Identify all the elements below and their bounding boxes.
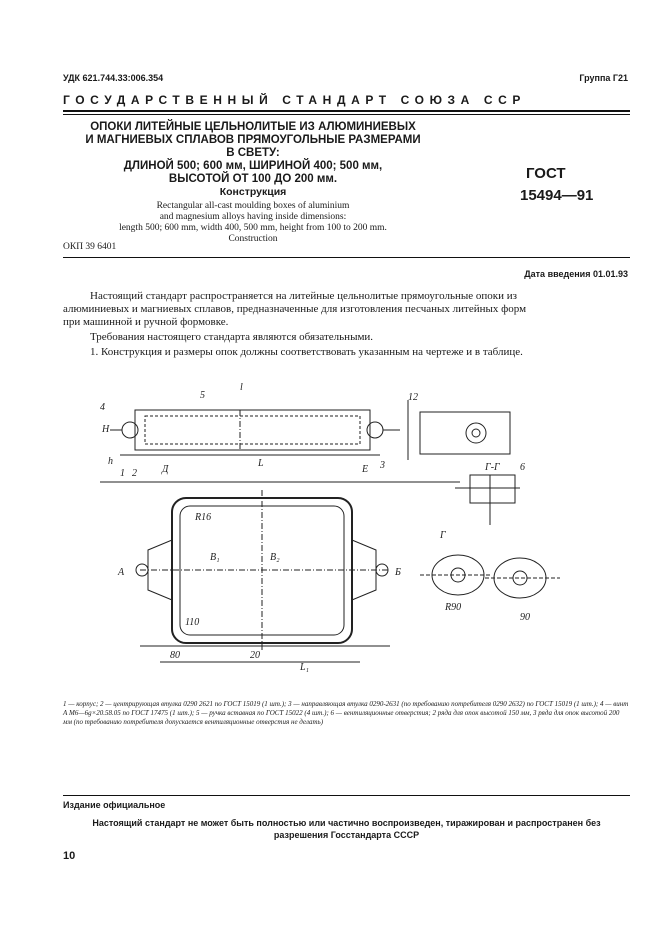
label-5: 5 [200,390,205,401]
paragraph: 1. Конструкция и размеры опок должны соответствовать указанным на чертеже и в таблице. [90,346,523,358]
english-title-line: Construction [228,234,278,244]
label-6: 6 [520,462,525,473]
label-90: 90 [520,612,530,623]
title-line: ОПОКИ ЛИТЕЙНЫЕ ЦЕЛЬНОЛИТЫЕ ИЗ АЛЮМИНИЕВЫХ [90,121,416,133]
label-small-h: h [108,456,113,467]
notice-line: Настоящий стандарт не может быть полностью или частично воспроизведен, тиражирован и распространен без [92,818,601,828]
label-r16: R16 [195,512,212,523]
page-number: 10 [63,850,76,862]
label-4: 4 [100,402,105,413]
gost-code: 15494—91 [520,187,594,204]
udk-code: УДК 621.744.33:006.354 [63,73,164,83]
title-line: И МАГНИЕВЫХ СПЛАВОВ ПРЯМОУГОЛЬНЫЕ РАЗМЕРАМИ [85,134,421,146]
label-b1: B₁ [210,552,220,563]
label-1: 1 [120,468,125,479]
divider [63,795,630,796]
label-g: Г [440,530,446,541]
label-h: H [102,424,110,435]
label-gg: Г-Г [485,462,500,473]
title-line: В СВЕТУ: [226,147,280,159]
technical-drawing [100,380,620,695]
group-code: Группа Г21 [579,73,628,83]
label-e: Е [362,464,369,475]
official-edition: Издание официальное [63,800,166,810]
copyright-notice [63,817,630,841]
label-12: 12 [408,392,418,403]
label-80: 80 [170,650,180,661]
english-title-line: and magnesium alloys having inside dimensions: [159,212,347,222]
label-110: 110 [185,617,200,628]
english-title [63,201,443,245]
paragraph: Требования настоящего стандарта являются обязательными. [90,331,374,343]
label-r90: R90 [445,602,462,613]
section-gg [470,475,515,503]
standard-line: ГОСУДАРСТВЕННЫЙ СТАНДАРТ СОЮЗА ССР [63,93,526,107]
document-title [63,121,443,186]
drawing-legend: 1 — корпус; 2 — центрирующая втулка 0290 2621 по ГОСТ 15019 (1 шт.); 3 — направляющая втулка 0290-2631 (по требованию потребителя 0290 2632) по ГОСТ 15019 (1 шт.); 4 — винт А М6—6g×20.58.05 по ГОСТ 17475 (1 шт.); 5 — ручка вставная по ГОСТ 15022 (4 шт.); 6 — вентиляционные отверстия; 2 ряда для опок высотой 150 мм, 3 ряда для опок высотой 200 мм (по требованию потребителя допускается вентиляционные отверстия не делать) [63,700,629,726]
label-d: Д [162,464,169,475]
divider [63,257,630,258]
body-text [63,290,630,359]
notice-line: разрешения Госстандарта СССР [273,830,420,840]
okp-code: ОКП 39 6401 [63,242,117,252]
label-3: 3 [380,460,385,471]
label-20: 20 [250,650,260,661]
label-a: А [118,567,125,578]
label-2: 2 [132,468,137,479]
english-title-line: length 500; 600 mm, width 400, 500 mm, height from 100 to 200 mm. [119,223,387,233]
title-line: ДЛИНОЙ 500; 600 мм, ШИРИНОЙ 400; 500 мм, [123,160,383,172]
label-l-small: l [240,382,243,393]
paragraph-line: алюминиевых и магниевых сплавов, предназначенные для изготовления песчаных литейных форм [63,303,527,315]
paragraph-line: при машинной и ручной формовке. [63,316,229,328]
gost-number [520,163,593,207]
label-b: Б [395,567,401,578]
label-b2: B₂ [270,552,280,563]
paragraph-line: Настоящий стандарт распространяется на литейные цельнолитые прямоугольные опоки из [90,290,517,302]
divider [63,114,630,115]
label-l: L [258,458,264,469]
label-l1: L₁ [300,662,310,673]
date-of-introduction: Дата введения 01.01.93 [524,269,628,279]
gost-label: ГОСТ [526,165,566,182]
divider [63,110,630,112]
view-e [494,558,546,598]
paragraph [63,290,630,329]
construction-heading: Конструкция [219,186,287,198]
english-title-line: Rectangular all-cast moulding boxes of aluminium [156,201,350,211]
side-section [420,412,510,454]
title-line: ВЫСОТОЙ ОТ 100 ДО 200 мм. [168,173,338,185]
